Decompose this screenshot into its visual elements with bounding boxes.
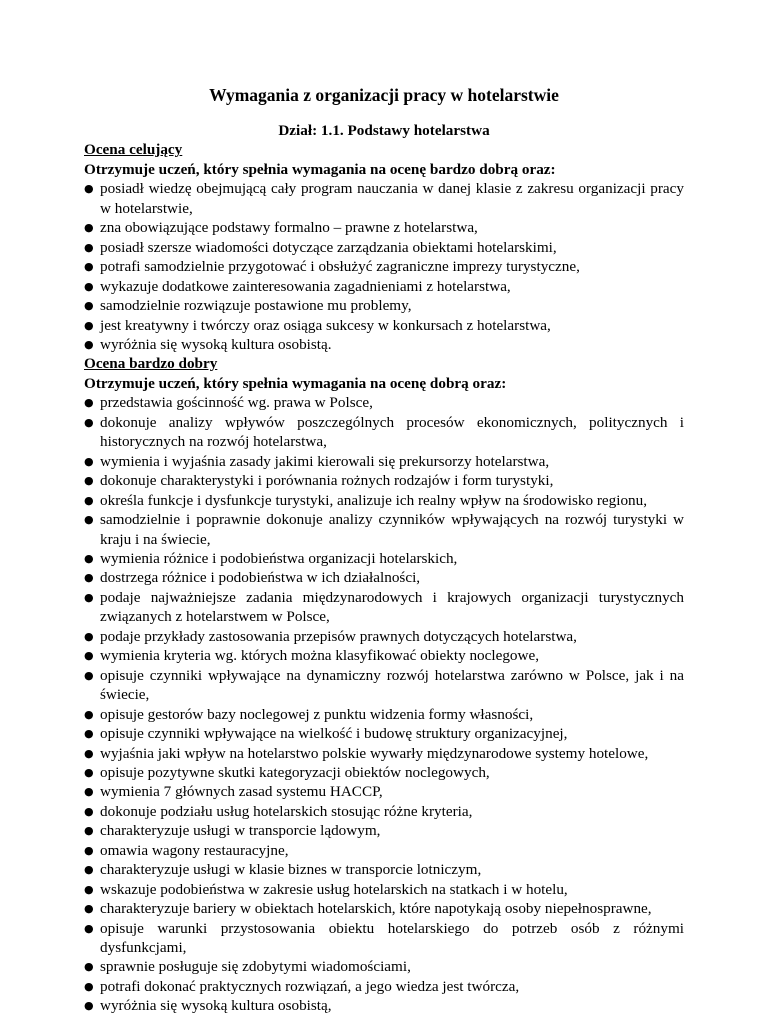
list-item (84, 899, 684, 918)
list-item-text: posiadł wiedzę obejmującą cały program nauczania w danej klasie z zakresu organizacji pracy w hotelarstwie, (100, 180, 684, 217)
list-item (84, 549, 684, 568)
list-item-text: samodzielnie i poprawnie dokonuje analizy czynników wpływających na rozwój turystyki w kraju i na świecie, (100, 511, 684, 548)
list-item (84, 977, 684, 996)
list-item (84, 919, 684, 958)
list-item-text: samodzielnie rozwiązuje postawione mu problemy, (100, 297, 412, 315)
document-page (84, 84, 684, 1016)
document-title: Wymagania z organizacji pracy w hotelarstwie (209, 85, 559, 105)
list-item-text: jest kreatywny i twórczy oraz osiąga sukcesy w konkursach z hotelarstwa, (100, 316, 551, 334)
list-item (84, 802, 684, 821)
list-item (84, 880, 684, 899)
section-subtitle: Dział: 1.1. Podstawy hotelarstwa (278, 122, 490, 139)
list-item (84, 471, 684, 490)
list-item-text: sprawnie posługuje się zdobytymi wiadomościami, (100, 958, 411, 976)
list-item (84, 393, 684, 412)
list-item-text: posiadł szersze wiadomości dotyczące zarządzania obiektami hotelarskimi, (100, 238, 557, 256)
list-item-text: wyróżnia się wysoką kultura osobistą, (100, 997, 332, 1015)
grade-heading: Ocena celujący (84, 141, 183, 159)
list-item (84, 316, 684, 335)
list-item-text: wskazuje podobieństwa w zakresie usług hotelarskich na statkach i w hotelu, (100, 880, 568, 898)
list-item (84, 510, 684, 549)
bullet-icon: ● (84, 551, 94, 565)
bullet-icon: ● (84, 240, 94, 254)
bullet-icon: ● (84, 882, 94, 896)
list-item (84, 277, 684, 296)
list-item (84, 744, 684, 763)
bullet-icon: ● (84, 221, 94, 235)
grade-intro: Otrzymuje uczeń, który spełnia wymagania na ocenę dobrą oraz: (84, 374, 507, 392)
grade-sections (84, 140, 684, 1015)
bullet-icon: ● (84, 590, 94, 604)
bullet-icon: ● (84, 299, 94, 313)
list-item (84, 218, 684, 237)
bullet-icon: ● (84, 415, 94, 429)
bullet-icon: ● (84, 765, 94, 779)
bullet-icon: ● (84, 999, 94, 1013)
list-item (84, 627, 684, 646)
bullet-icon: ● (84, 454, 94, 468)
list-item-text: dokonuje podziału usług hotelarskich stosując różne kryteria, (100, 802, 473, 820)
bullet-icon: ● (84, 182, 94, 196)
list-item-text: opisuje pozytywne skutki kategoryzacji obiektów noclegowych, (100, 763, 490, 781)
list-item (84, 821, 684, 840)
bullet-icon: ● (84, 474, 94, 488)
requirements-list (84, 179, 684, 354)
list-item (84, 860, 684, 879)
list-item-text: charakteryzuje usługi w klasie biznes w transporcie lotniczym, (100, 861, 482, 879)
bullet-icon: ● (84, 804, 94, 818)
list-item (84, 957, 684, 976)
list-item (84, 646, 684, 665)
bullet-icon: ● (84, 863, 94, 877)
list-item (84, 238, 684, 257)
list-item-text: potrafi dokonać praktycznych rozwiązań, a jego wiedza jest twórcza, (100, 977, 520, 995)
bullet-icon: ● (84, 493, 94, 507)
list-item (84, 179, 684, 218)
list-item (84, 705, 684, 724)
list-item-text: charakteryzuje usługi w transporcie lądowym, (100, 822, 381, 840)
list-item-text: wymienia 7 głównych zasad systemu HACCP, (100, 783, 383, 801)
bullet-icon: ● (84, 785, 94, 799)
list-item-text: dostrzega różnice i podobieństwa w ich działalności, (100, 569, 421, 587)
grade-section (84, 140, 684, 354)
list-item (84, 491, 684, 510)
grade-intro: Otrzymuje uczeń, który spełnia wymagania na ocenę bardzo dobrą oraz: (84, 160, 556, 178)
bullet-icon: ● (84, 629, 94, 643)
bullet-icon: ● (84, 960, 94, 974)
requirements-list (84, 393, 684, 1016)
list-item (84, 724, 684, 743)
bullet-icon: ● (84, 513, 94, 527)
list-item (84, 588, 684, 627)
list-item-text: dokonuje charakterystyki i porównania rożnych rodzajów i form turystyki, (100, 472, 554, 490)
list-item-text: opisuje warunki przystosowania obiektu hotelarskiego do potrzeb osób z różnymi dysfunkcjami, (100, 919, 684, 957)
bullet-icon: ● (84, 727, 94, 741)
list-item (84, 568, 684, 587)
list-item (84, 335, 684, 354)
list-item-text: wymienia i wyjaśnia zasady jakimi kierowali się prekursorzy hotelarstwa, (100, 452, 550, 470)
bullet-icon: ● (84, 260, 94, 274)
bullet-icon: ● (84, 337, 94, 351)
list-item (84, 666, 684, 705)
list-item-text: charakteryzuje bariery w obiektach hotelarskich, które napotykają osoby niepełnosprawne, (100, 900, 652, 918)
bullet-icon: ● (84, 707, 94, 721)
bullet-icon: ● (84, 979, 94, 993)
list-item (84, 413, 684, 452)
bullet-icon: ● (84, 649, 94, 663)
bullet-icon: ● (84, 921, 94, 935)
bullet-icon: ● (84, 843, 94, 857)
list-item-text: wymienia kryteria wg. których można klasyfikować obiekty noclegowe, (100, 647, 540, 665)
list-item-text: podaje przykłady zastosowania przepisów prawnych dotyczących hotelarstwa, (100, 627, 577, 645)
list-item-text: podaje najważniejsze zadania międzynarodowych i krajowych organizacji turystycznych związanych z hotelarstwem w Polsce, (100, 588, 684, 626)
list-item-text: opisuje gestorów bazy noclegowej z punktu widzenia formy własności, (100, 705, 534, 723)
list-item (84, 452, 684, 471)
bullet-icon: ● (84, 396, 94, 410)
list-item (84, 257, 684, 276)
bullet-icon: ● (84, 824, 94, 838)
list-item-text: dokonuje analizy wpływów poszczególnych procesów ekonomicznych, politycznych i historycznych na rozwój hotelarstwa, (100, 413, 684, 451)
list-item-text: przedstawia gościnność wg. prawa w Polsce, (100, 394, 373, 412)
list-item-text: opisuje czynniki wpływające na dynamiczny rozwój hotelarstwa zarówno w Polsce, jak i na świecie, (100, 666, 684, 704)
bullet-icon: ● (84, 746, 94, 760)
list-item (84, 996, 684, 1015)
grade-heading: Ocena bardzo dobry (84, 355, 218, 373)
list-item (84, 763, 684, 782)
list-item-text: potrafi samodzielnie przygotować i obsłużyć zagraniczne imprezy turystyczne, (100, 258, 580, 276)
list-item-text: opisuje czynniki wpływające na wielkość i budowę struktury organizacyjnej, (100, 725, 568, 743)
list-item-text: wymienia różnice i podobieństwa organizacji hotelarskich, (100, 549, 458, 567)
grade-section (84, 354, 684, 1015)
bullet-icon: ● (84, 571, 94, 585)
bullet-icon: ● (84, 279, 94, 293)
bullet-icon: ● (84, 668, 94, 682)
list-item-text: omawia wagony restauracyjne, (100, 841, 289, 859)
list-item-text: zna obowiązujące podstawy formalno – prawne z hotelarstwa, (100, 219, 478, 237)
list-item-text: wyróżnia się wysoką kultura osobistą. (100, 335, 332, 353)
bullet-icon: ● (84, 902, 94, 916)
bullet-icon: ● (84, 318, 94, 332)
list-item (84, 841, 684, 860)
list-item (84, 296, 684, 315)
list-item-text: określa funkcje i dysfunkcje turystyki, analizuje ich realny wpływ na środowisko regionu, (100, 491, 648, 509)
list-item-text: wykazuje dodatkowe zainteresowania zagadnieniami z hotelarstwa, (100, 277, 511, 295)
list-item-text: wyjaśnia jaki wpływ na hotelarstwo polskie wywarły międzynarodowe systemy hotelowe, (100, 744, 649, 762)
list-item (84, 782, 684, 801)
